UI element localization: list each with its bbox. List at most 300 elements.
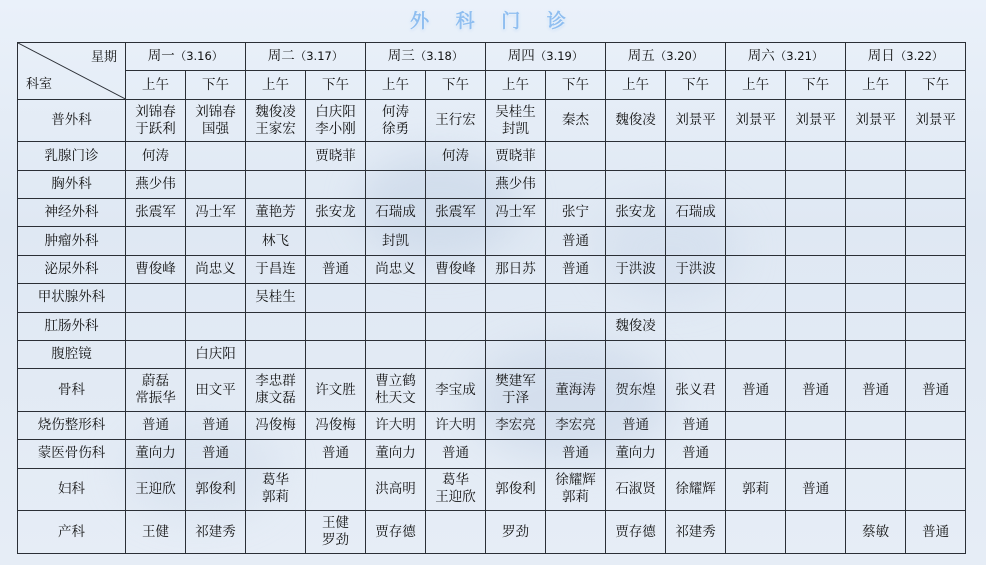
am-doctor-cell: [486, 468, 546, 511]
doctor-name: 杜天文: [375, 390, 416, 407]
pm-doctor-cell: [306, 142, 366, 170]
doctor-name: 普通: [922, 523, 950, 540]
doctor-name: 普通: [562, 261, 590, 278]
doctor-name: 王行宏: [435, 112, 476, 129]
am-doctor-cell: [726, 511, 786, 554]
department-name: 妇科: [18, 468, 126, 511]
pm-doctor-cell: [306, 312, 366, 340]
page-title: 外 科 门 诊: [410, 10, 576, 32]
pm-doctor-cell: [426, 199, 486, 227]
pm-doctor-cell: [426, 170, 486, 198]
doctor-name: 何涛: [382, 103, 410, 120]
doctor-name: 白庆阳: [195, 346, 236, 363]
doctor-name: 冯俊梅: [315, 417, 356, 434]
department-row: [18, 440, 966, 468]
doctor-name: 普通: [562, 232, 590, 249]
am-doctor-cell: [486, 284, 546, 312]
am-doctor-cell: [486, 440, 546, 468]
doctor-name: 吴桂生: [495, 103, 536, 120]
department-row: [18, 170, 966, 198]
department-row: [18, 468, 966, 511]
am-doctor-cell: [486, 411, 546, 439]
am-doctor-cell: [246, 227, 306, 255]
doctor-name: 普通: [202, 445, 229, 462]
doctor-name: 曹俊峰: [435, 261, 476, 278]
am-doctor-cell: [126, 511, 186, 554]
pm-header: 下午: [786, 71, 846, 99]
pm-doctor-cell: [426, 411, 486, 439]
am-doctor-cell: [486, 369, 546, 412]
pm-doctor-cell: [186, 340, 246, 368]
department-row: [18, 227, 966, 255]
pm-doctor-cell: [666, 170, 726, 198]
pm-header: 下午: [426, 71, 486, 99]
pm-doctor-cell: [426, 99, 486, 142]
corner-label-department: 科室: [26, 76, 53, 92]
am-doctor-cell: [246, 369, 306, 412]
doctor-name: 何涛: [142, 147, 169, 164]
am-doctor-cell: [126, 369, 186, 412]
doctor-name: 蔡敏: [862, 523, 890, 540]
doctor-name: 普通: [622, 417, 650, 434]
pm-doctor-cell: [786, 340, 846, 368]
doctor-name: 康文磊: [255, 390, 296, 407]
doctor-name: 李宏亮: [555, 417, 596, 434]
department-name: 普外科: [18, 99, 126, 142]
pm-doctor-cell: [186, 227, 246, 255]
doctor-name: 尚忠义: [375, 261, 416, 278]
am-doctor-cell: [126, 99, 186, 142]
am-doctor-cell: [606, 99, 666, 142]
doctor-name: 于昌连: [255, 261, 296, 278]
doctor-name: 魏俊凌: [615, 112, 656, 129]
pm-doctor-cell: [786, 468, 846, 511]
pm-doctor-cell: [906, 142, 966, 170]
am-doctor-cell: [366, 468, 426, 511]
doctor-name: 郭俊利: [495, 480, 536, 497]
am-doctor-cell: [726, 99, 786, 142]
day-header-mon: 周一（3.16）: [126, 43, 246, 71]
pm-doctor-cell: [546, 411, 606, 439]
am-doctor-cell: [606, 511, 666, 554]
pm-doctor-cell: [786, 255, 846, 283]
doctor-name: 石瑞成: [375, 204, 416, 221]
pm-doctor-cell: [546, 340, 606, 368]
pm-doctor-cell: [546, 440, 606, 468]
pm-doctor-cell: [306, 284, 366, 312]
doctor-name: 董海涛: [555, 381, 596, 398]
pm-doctor-cell: [666, 440, 726, 468]
pm-doctor-cell: [666, 199, 726, 227]
doctor-name: 封凯: [502, 120, 530, 137]
doctor-name: 郭莉: [262, 489, 290, 506]
pm-doctor-cell: [426, 511, 486, 554]
doctor-name: 于洪波: [615, 261, 656, 278]
doctor-name: 普通: [682, 417, 710, 434]
pm-doctor-cell: [546, 227, 606, 255]
pm-doctor-cell: [786, 142, 846, 170]
pm-doctor-cell: [186, 170, 246, 198]
doctor-name: 王迎欣: [135, 480, 176, 497]
pm-doctor-cell: [186, 369, 246, 412]
pm-doctor-cell: [906, 312, 966, 340]
pm-doctor-cell: [546, 142, 606, 170]
department-row: [18, 312, 966, 340]
doctor-name: 张义君: [675, 381, 716, 398]
doctor-name: 普通: [922, 381, 950, 398]
doctor-name: 于泽: [502, 390, 530, 407]
am-doctor-cell: [846, 99, 906, 142]
pm-doctor-cell: [546, 511, 606, 554]
am-doctor-cell: [126, 440, 186, 468]
pm-doctor-cell: [786, 511, 846, 554]
doctor-name: 普通: [442, 445, 470, 462]
pm-doctor-cell: [426, 312, 486, 340]
am-doctor-cell: [726, 255, 786, 283]
doctor-name: 于洪波: [675, 261, 716, 278]
pm-doctor-cell: [546, 468, 606, 511]
am-header: 上午: [246, 71, 306, 99]
doctor-name: 董向力: [375, 445, 416, 462]
doctor-name: 魏俊凌: [615, 317, 656, 334]
doctor-name: 张宁: [562, 204, 590, 221]
doctor-name: 张安龙: [315, 204, 356, 221]
am-doctor-cell: [126, 255, 186, 283]
am-doctor-cell: [126, 312, 186, 340]
doctor-name: 董向力: [135, 445, 176, 462]
doctor-name: 刘锦春: [135, 103, 176, 120]
pm-doctor-cell: [666, 312, 726, 340]
am-doctor-cell: [726, 340, 786, 368]
pm-doctor-cell: [906, 369, 966, 412]
pm-doctor-cell: [666, 411, 726, 439]
doctor-name: 郭俊利: [195, 480, 236, 497]
department-name: 肿瘤外科: [18, 227, 126, 255]
am-doctor-cell: [246, 99, 306, 142]
doctor-name: 王健: [142, 523, 169, 540]
doctor-name: 刘景平: [855, 112, 896, 129]
am-doctor-cell: [726, 199, 786, 227]
pm-doctor-cell: [906, 255, 966, 283]
pm-doctor-cell: [906, 468, 966, 511]
doctor-name: 樊建军: [495, 373, 536, 390]
doctor-name: 王迎欣: [435, 489, 476, 506]
doctor-name: 尚忠义: [195, 261, 236, 278]
am-doctor-cell: [486, 142, 546, 170]
department-name: 甲状腺外科: [18, 284, 126, 312]
doctor-name: 刘景平: [735, 112, 776, 129]
pm-doctor-cell: [306, 369, 366, 412]
day-header-thu: 周四（3.19）: [486, 43, 606, 71]
doctor-name: 徐耀辉: [555, 472, 596, 489]
doctor-name: 普通: [562, 445, 590, 462]
corner-cell: [18, 43, 126, 100]
am-doctor-cell: [366, 369, 426, 412]
pm-doctor-cell: [186, 440, 246, 468]
doctor-name: 张震军: [435, 204, 476, 221]
pm-doctor-cell: [186, 411, 246, 439]
doctor-name: 贺东煌: [615, 381, 656, 398]
am-doctor-cell: [126, 199, 186, 227]
doctor-name: 那日苏: [495, 261, 536, 278]
pm-doctor-cell: [906, 99, 966, 142]
doctor-name: 贾晓菲: [495, 147, 536, 164]
day-header-fri: 周五（3.20）: [606, 43, 726, 71]
am-doctor-cell: [846, 255, 906, 283]
department-name: 泌尿外科: [18, 255, 126, 283]
am-doctor-cell: [486, 340, 546, 368]
am-doctor-cell: [846, 411, 906, 439]
doctor-name: 董艳芳: [255, 204, 296, 221]
pm-doctor-cell: [786, 199, 846, 227]
pm-doctor-cell: [426, 468, 486, 511]
doctor-name: 何涛: [442, 147, 470, 164]
department-row: [18, 511, 966, 554]
am-doctor-cell: [366, 227, 426, 255]
pm-header: 下午: [186, 71, 246, 99]
am-doctor-cell: [246, 468, 306, 511]
am-header: 上午: [726, 71, 786, 99]
am-doctor-cell: [606, 468, 666, 511]
am-header: 上午: [126, 71, 186, 99]
am-doctor-cell: [726, 227, 786, 255]
pm-doctor-cell: [186, 511, 246, 554]
day-header-tue: 周二（3.17）: [246, 43, 366, 71]
am-doctor-cell: [726, 284, 786, 312]
pm-doctor-cell: [306, 199, 366, 227]
am-doctor-cell: [486, 199, 546, 227]
department-name: 骨科: [18, 369, 126, 412]
doctor-name: 普通: [322, 445, 350, 462]
doctor-name: 张安龙: [615, 204, 656, 221]
am-doctor-cell: [366, 340, 426, 368]
department-name: 乳腺门诊: [18, 142, 126, 170]
department-name: 烧伤整形科: [18, 411, 126, 439]
doctor-name: 罗劲: [322, 532, 350, 549]
doctor-name: 葛华: [262, 472, 290, 489]
am-doctor-cell: [726, 468, 786, 511]
am-doctor-cell: [126, 227, 186, 255]
pm-doctor-cell: [186, 312, 246, 340]
department-name: 蒙医骨伤科: [18, 440, 126, 468]
pm-doctor-cell: [906, 340, 966, 368]
day-header-sat: 周六（3.21）: [726, 43, 846, 71]
doctor-name: 张震军: [135, 204, 176, 221]
pm-doctor-cell: [906, 440, 966, 468]
am-doctor-cell: [606, 255, 666, 283]
pm-doctor-cell: [426, 340, 486, 368]
doctor-name: 徐勇: [382, 120, 410, 137]
doctor-name: 刘景平: [675, 112, 716, 129]
pm-doctor-cell: [666, 284, 726, 312]
doctor-name: 祁建秀: [675, 523, 716, 540]
pm-doctor-cell: [666, 369, 726, 412]
am-doctor-cell: [606, 170, 666, 198]
doctor-name: 曹立鹤: [375, 373, 416, 390]
doctor-name: 曹俊峰: [135, 261, 176, 278]
pm-doctor-cell: [666, 340, 726, 368]
am-doctor-cell: [366, 440, 426, 468]
pm-doctor-cell: [306, 468, 366, 511]
am-doctor-cell: [846, 170, 906, 198]
doctor-name: 普通: [682, 445, 710, 462]
pm-doctor-cell: [546, 199, 606, 227]
am-doctor-cell: [846, 468, 906, 511]
pm-doctor-cell: [906, 511, 966, 554]
pm-doctor-cell: [426, 142, 486, 170]
doctor-name: 石瑞成: [675, 204, 716, 221]
am-doctor-cell: [486, 99, 546, 142]
doctor-name: 王健: [322, 515, 350, 532]
am-doctor-cell: [606, 312, 666, 340]
header-row-days: [18, 43, 966, 71]
pm-doctor-cell: [786, 99, 846, 142]
doctor-name: 冯士军: [195, 204, 236, 221]
am-doctor-cell: [486, 170, 546, 198]
pm-header: 下午: [546, 71, 606, 99]
pm-doctor-cell: [306, 170, 366, 198]
am-doctor-cell: [726, 440, 786, 468]
am-doctor-cell: [246, 170, 306, 198]
am-doctor-cell: [726, 312, 786, 340]
am-doctor-cell: [606, 284, 666, 312]
day-header-sun: 周日（3.22）: [846, 43, 966, 71]
pm-doctor-cell: [786, 284, 846, 312]
pm-doctor-cell: [306, 340, 366, 368]
am-doctor-cell: [126, 142, 186, 170]
pm-doctor-cell: [906, 227, 966, 255]
am-doctor-cell: [246, 284, 306, 312]
doctor-name: 贾存德: [615, 523, 656, 540]
pm-header: 下午: [906, 71, 966, 99]
am-doctor-cell: [126, 170, 186, 198]
pm-doctor-cell: [666, 468, 726, 511]
am-doctor-cell: [126, 468, 186, 511]
department-name: 产科: [18, 511, 126, 554]
pm-doctor-cell: [186, 255, 246, 283]
pm-doctor-cell: [546, 312, 606, 340]
doctor-name: 李宝成: [435, 381, 476, 398]
doctor-name: 普通: [142, 417, 169, 434]
am-header: 上午: [846, 71, 906, 99]
pm-doctor-cell: [546, 369, 606, 412]
doctor-name: 祁建秀: [195, 523, 236, 540]
am-doctor-cell: [246, 340, 306, 368]
doctor-name: 刘景平: [915, 112, 956, 129]
am-doctor-cell: [846, 142, 906, 170]
am-doctor-cell: [846, 511, 906, 554]
department-row: [18, 255, 966, 283]
am-doctor-cell: [606, 340, 666, 368]
doctor-name: 李宏亮: [495, 417, 536, 434]
doctor-name: 普通: [802, 480, 830, 497]
doctor-name: 徐耀辉: [675, 480, 716, 497]
pm-doctor-cell: [426, 369, 486, 412]
pm-doctor-cell: [306, 99, 366, 142]
am-header: 上午: [606, 71, 666, 99]
am-doctor-cell: [486, 255, 546, 283]
am-doctor-cell: [366, 170, 426, 198]
pm-doctor-cell: [186, 199, 246, 227]
department-row: [18, 411, 966, 439]
pm-header: 下午: [306, 71, 366, 99]
am-doctor-cell: [846, 284, 906, 312]
am-doctor-cell: [606, 440, 666, 468]
am-doctor-cell: [606, 369, 666, 412]
am-doctor-cell: [726, 369, 786, 412]
day-header-wed: 周三（3.18）: [366, 43, 486, 71]
doctor-name: 蔚磊: [142, 373, 169, 390]
pm-doctor-cell: [426, 284, 486, 312]
doctor-name: 李忠群: [255, 373, 296, 390]
doctor-name: 燕少伟: [495, 175, 536, 192]
doctor-name: 许大明: [375, 417, 416, 434]
department-row: [18, 142, 966, 170]
am-doctor-cell: [246, 312, 306, 340]
am-doctor-cell: [846, 227, 906, 255]
am-doctor-cell: [846, 369, 906, 412]
am-doctor-cell: [126, 340, 186, 368]
doctor-name: 冯俊梅: [255, 417, 296, 434]
am-doctor-cell: [246, 411, 306, 439]
doctor-name: 刘景平: [795, 112, 836, 129]
am-doctor-cell: [726, 170, 786, 198]
doctor-name: 燕少伟: [135, 175, 176, 192]
department-row: [18, 284, 966, 312]
am-doctor-cell: [126, 411, 186, 439]
pm-doctor-cell: [906, 411, 966, 439]
doctor-name: 白庆阳: [315, 103, 356, 120]
pm-doctor-cell: [186, 468, 246, 511]
pm-doctor-cell: [666, 99, 726, 142]
am-doctor-cell: [846, 199, 906, 227]
am-doctor-cell: [246, 199, 306, 227]
am-doctor-cell: [366, 142, 426, 170]
corner-label-weekday: 星期: [90, 50, 117, 65]
am-doctor-cell: [606, 142, 666, 170]
doctor-name: 贾晓菲: [315, 147, 356, 164]
header-row-halfday: [18, 71, 966, 99]
am-doctor-cell: [366, 411, 426, 439]
pm-doctor-cell: [666, 511, 726, 554]
doctor-name: 普通: [802, 381, 830, 398]
pm-doctor-cell: [306, 411, 366, 439]
am-doctor-cell: [366, 199, 426, 227]
am-doctor-cell: [126, 284, 186, 312]
pm-doctor-cell: [306, 227, 366, 255]
pm-doctor-cell: [186, 284, 246, 312]
doctor-name: 秦杰: [562, 112, 590, 129]
am-doctor-cell: [246, 511, 306, 554]
pm-doctor-cell: [786, 369, 846, 412]
am-header: 上午: [486, 71, 546, 99]
pm-doctor-cell: [786, 312, 846, 340]
pm-doctor-cell: [186, 142, 246, 170]
am-doctor-cell: [486, 511, 546, 554]
doctor-name: 葛华: [442, 472, 470, 489]
doctor-name: 林飞: [262, 232, 290, 249]
pm-doctor-cell: [546, 284, 606, 312]
schedule-table: [17, 42, 966, 554]
pm-doctor-cell: [426, 255, 486, 283]
am-doctor-cell: [486, 312, 546, 340]
department-name: 腹腔镜: [18, 340, 126, 368]
pm-doctor-cell: [786, 440, 846, 468]
doctor-name: 田文平: [195, 381, 236, 398]
pm-doctor-cell: [306, 511, 366, 554]
am-doctor-cell: [846, 340, 906, 368]
pm-doctor-cell: [906, 284, 966, 312]
